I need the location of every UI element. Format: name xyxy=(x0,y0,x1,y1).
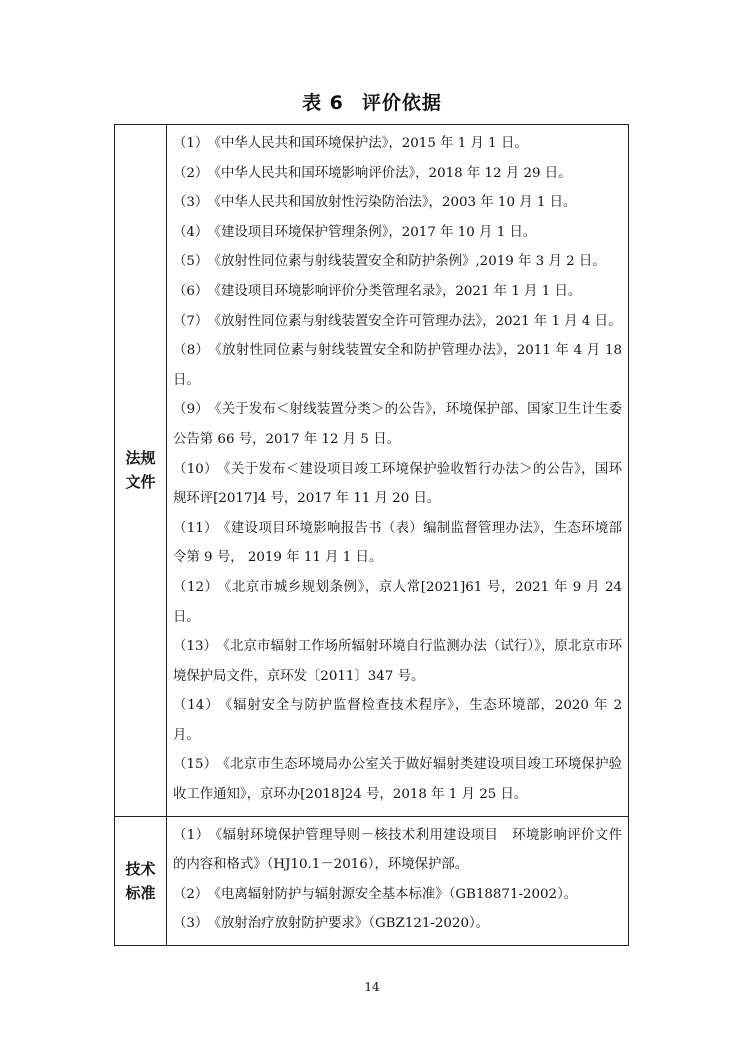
list-item: （12） 《北京市城乡规划条例》，京人常[2021]61 号，2021 年 9 月 24 日。 xyxy=(173,579,622,625)
list-item: （1） 《中华人民共和国环境保护法》，2015 年 1 月 1 日。 xyxy=(173,136,528,151)
table-title-text: 评价依据 xyxy=(361,92,442,114)
category-label-line1: 法规 xyxy=(125,449,156,468)
items-cell xyxy=(167,816,629,945)
evaluation-basis-table xyxy=(114,124,629,946)
list-item: （10） 《关于发布＜建设项目竣工环境保护验收暂行办法＞的公告》，国环规环评[2017]4 号，2017 年 11 月 20 日。 xyxy=(173,461,622,507)
category-label-line2: 标准 xyxy=(125,883,156,902)
list-item: （2） 《中华人民共和国环境影响评价法》，2018 年 12 月 29 日。 xyxy=(173,165,572,181)
list-item: （11） 《建设项目环境影响报告书（表）编制监督管理办法》，生态环境部令第 9 号， 2019 年 11 月 1 日。 xyxy=(173,520,622,566)
category-cell xyxy=(115,816,167,945)
category-label-line1: 技术 xyxy=(125,859,156,878)
category-label-line2: 文件 xyxy=(125,473,156,492)
table-number: 表 6 xyxy=(302,92,344,114)
list-item: （2） 《电离辐射防护与辐射源安全基本标准》（GB18871-2002）。 xyxy=(173,886,578,902)
list-item: （3） 《放射治疗放射防护要求》（GBZ121-2020）。 xyxy=(173,916,490,932)
items-cell xyxy=(167,125,629,817)
category-cell xyxy=(115,125,167,817)
section-regulations xyxy=(115,125,629,817)
list-item: （6） 《建设项目环境影响评价分类管理名录》，2021 年 1 月 1 日。 xyxy=(173,283,582,299)
list-item: （13） 《北京市辐射工作场所辐射环境自行监测办法（试行）》，原北京市环境保护局文件，京环发〔2011〕347 号。 xyxy=(173,639,622,684)
table-title xyxy=(0,88,744,115)
list-item: （9） 《关于发布＜射线装置分类＞的公告》，环境保护部、国家卫生计生委公告第 66 号，2017 年 12 月 5 日。 xyxy=(173,402,622,447)
page-number: 14 xyxy=(364,980,380,994)
list-item: （5） 《放射性同位素与射线装置安全和防护条例》,2019 年 3 月 2 日。 xyxy=(173,254,606,270)
list-item: （3） 《中华人民共和国放射性污染防治法》，2003 年 10 月 1 日。 xyxy=(173,195,577,211)
list-item: （4） 《建设项目环境保护管理条例》，2017 年 10 月 1 日。 xyxy=(173,224,537,240)
list-item: （15） 《北京市生态环境局办公室关于做好辐射类建设项目竣工环境保护验收工作通知》，京环办[2018]24 号，2018 年 1 月 25 日。 xyxy=(173,757,622,803)
list-item: （1） 《辐射环境保护管理导则－核技术利用建设项目 环境影响评价文件的内容和格式》（HJ10.1－2016），环境保护部。 xyxy=(173,827,622,873)
list-item: （8） 《放射性同位素与射线装置安全和防护管理办法》，2011 年 4 月 18 日。 xyxy=(173,343,622,388)
section-technical-standards xyxy=(115,816,629,945)
list-item: （7） 《放射性同位素与射线装置安全许可管理办法》，2021 年 1 月 4 日。 xyxy=(173,313,622,329)
list-item: （14） 《辐射安全与防护监督检查技术程序》，生态环境部，2020 年 2 月。 xyxy=(173,698,622,743)
